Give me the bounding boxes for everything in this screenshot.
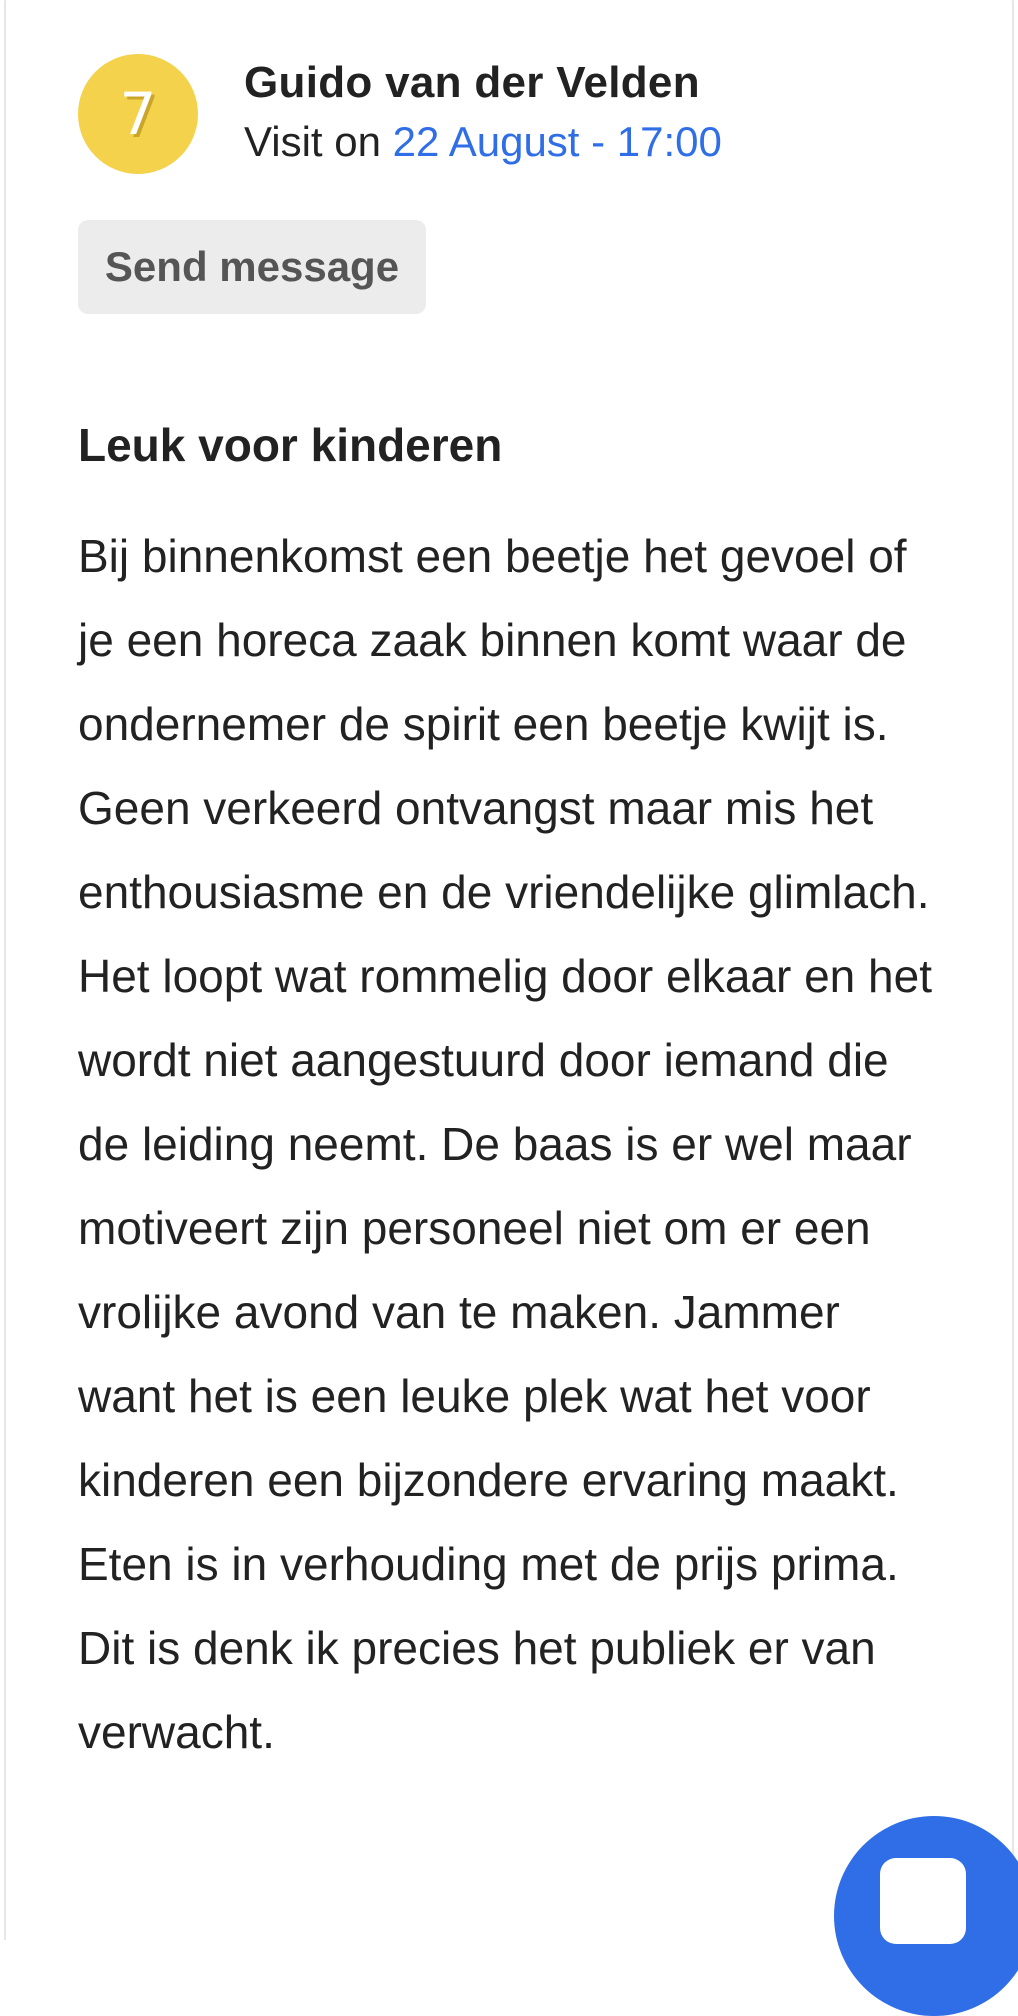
visit-line <box>244 118 722 166</box>
visit-prefix: Visit on <box>244 118 393 165</box>
score-value: 7 <box>119 80 157 148</box>
chat-icon[interactable] <box>880 1858 966 1944</box>
reviewer-name: Guido van der Velden <box>244 58 700 107</box>
visit-date: 22 August - 17:00 <box>392 118 722 165</box>
send-message-button[interactable]: Send message <box>78 220 426 314</box>
review-body: Bij binnenkomst een beetje het gevoel of je een horeca zaak binnen komt waar de ondernemer de spirit een beetje kwijt is. Geen verkeerd ontvangst maar mis het enthousiasme en de vriendelijke glimlach. Het loopt wat rommelig door elkaar en het wordt niet aangestuurd door iemand die de leiding neemt. De baas is er wel maar motiveert zijn personeel niet om er een vrolijke avond van te maken. Jammer want het is een leuke plek wat het voor kinderen een bijzondere ervaring maakt. Eten is in verhouding met de prijs prima. Dit is denk ik precies het publiek er van verwacht. <box>78 530 932 1758</box>
review-title: Leuk voor kinderen <box>78 419 503 471</box>
score-badge <box>78 54 198 174</box>
